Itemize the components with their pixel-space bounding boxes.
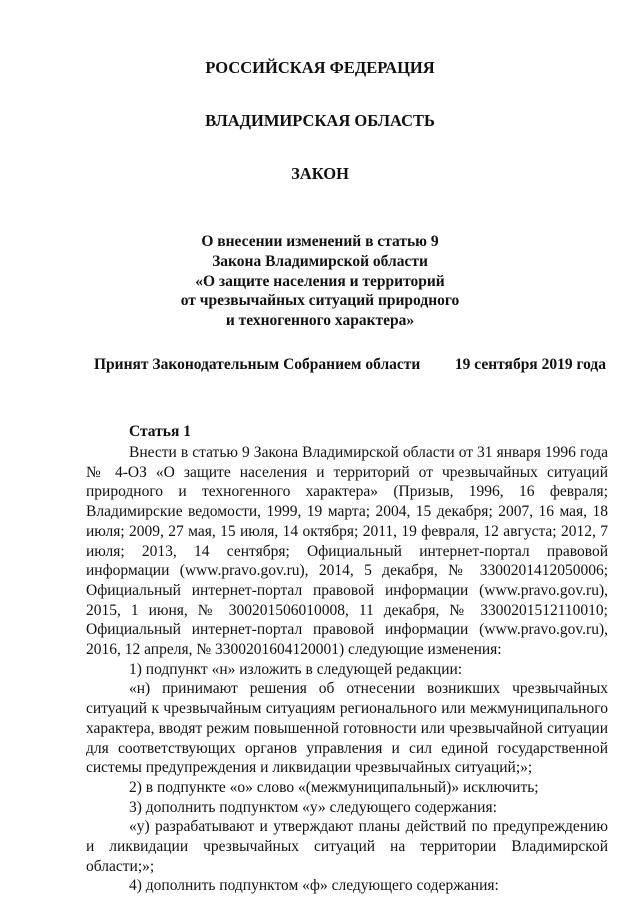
article-paragraph: 2) в подпункте «о» слово «(межмуниципальный)» исключить; xyxy=(129,778,539,796)
law-title-line: О внесении изменений в статью 9 xyxy=(201,233,439,250)
article-paragraph: 1) подпункт «н» изложить в следующей редакции: xyxy=(129,660,463,678)
adoption-line xyxy=(94,356,606,374)
law-title-line: «О защите населения и территорий xyxy=(195,272,445,290)
country-heading: РОССИЙСКАЯ ФЕДЕРАЦИЯ xyxy=(205,58,435,77)
adoption-label: Принят Законодательным Собранием области xyxy=(94,356,421,373)
document-type-heading: ЗАКОН xyxy=(291,164,349,183)
law-title-line: Закона Владимирской области xyxy=(212,252,428,270)
article-paragraph: «у) разрабатывают и утверждают планы действий по предупреждению и ликвидации чрезвычайных ситуаций на территории Владимирской области;»; xyxy=(86,818,608,875)
region-heading: ВЛАДИМИРСКАЯ ОБЛАСТЬ xyxy=(205,111,435,130)
law-title xyxy=(0,232,640,331)
article-paragraph: «н) принимают решения об отнесении возникших чрезвычайных ситуаций к чрезвычайным ситуациям регионального или межмуниципального характера, вводят режим повышенной готовности или чрезвычайной ситуации для соответствующих органов управления и сил единой государственной системы предупреждения и ликвидации чрезвычайных ситуаций;»; xyxy=(86,680,608,777)
article-paragraph: 4) дополнить подпунктом «ф» следующего содержания: xyxy=(129,877,499,895)
article-heading: Статья 1 xyxy=(129,423,191,440)
article-paragraph: Внести в статью 9 Закона Владимирской области от 31 января 1996 года № 4-ОЗ «О защите населения и территорий от чрезвычайных ситуаций природного и техногенного характера» (Призыв, 1996, 16 февраля; Владимирские ведомости, 1999, 19 марта; 2004, 15 декабря; 2007, 16 мая, 18 июля; 2009, 27 мая, 15 июля, 14 октября; 2011, 19 февраля, 12 августа; 2012, 7 июля; 2013, 14 сентября; Официальный интернет-портал правовой информации (www.pravo.gov.ru), 2014, 5 декабря, № 3300201412050006; Официальный интернет-портал правовой информации (www.pravo.gov.ru), 2015, 1 июня, № 300201506010008, 11 декабря, № 3300201512110010; Официальный интернет-портал правовой информации (www.pravo.gov.ru), 2016, 12 апреля, № 3300201604120001) следующие изменения: xyxy=(86,444,608,659)
law-title-line: от чрезвычайных ситуаций природного xyxy=(180,292,460,310)
law-title-line: и техногенного характера» xyxy=(225,312,415,330)
adoption-date: 19 сентября 2019 года xyxy=(454,356,606,373)
article-paragraph: 3) дополнить подпунктом «у» следующего содержания: xyxy=(129,798,497,816)
article-body xyxy=(86,443,608,896)
